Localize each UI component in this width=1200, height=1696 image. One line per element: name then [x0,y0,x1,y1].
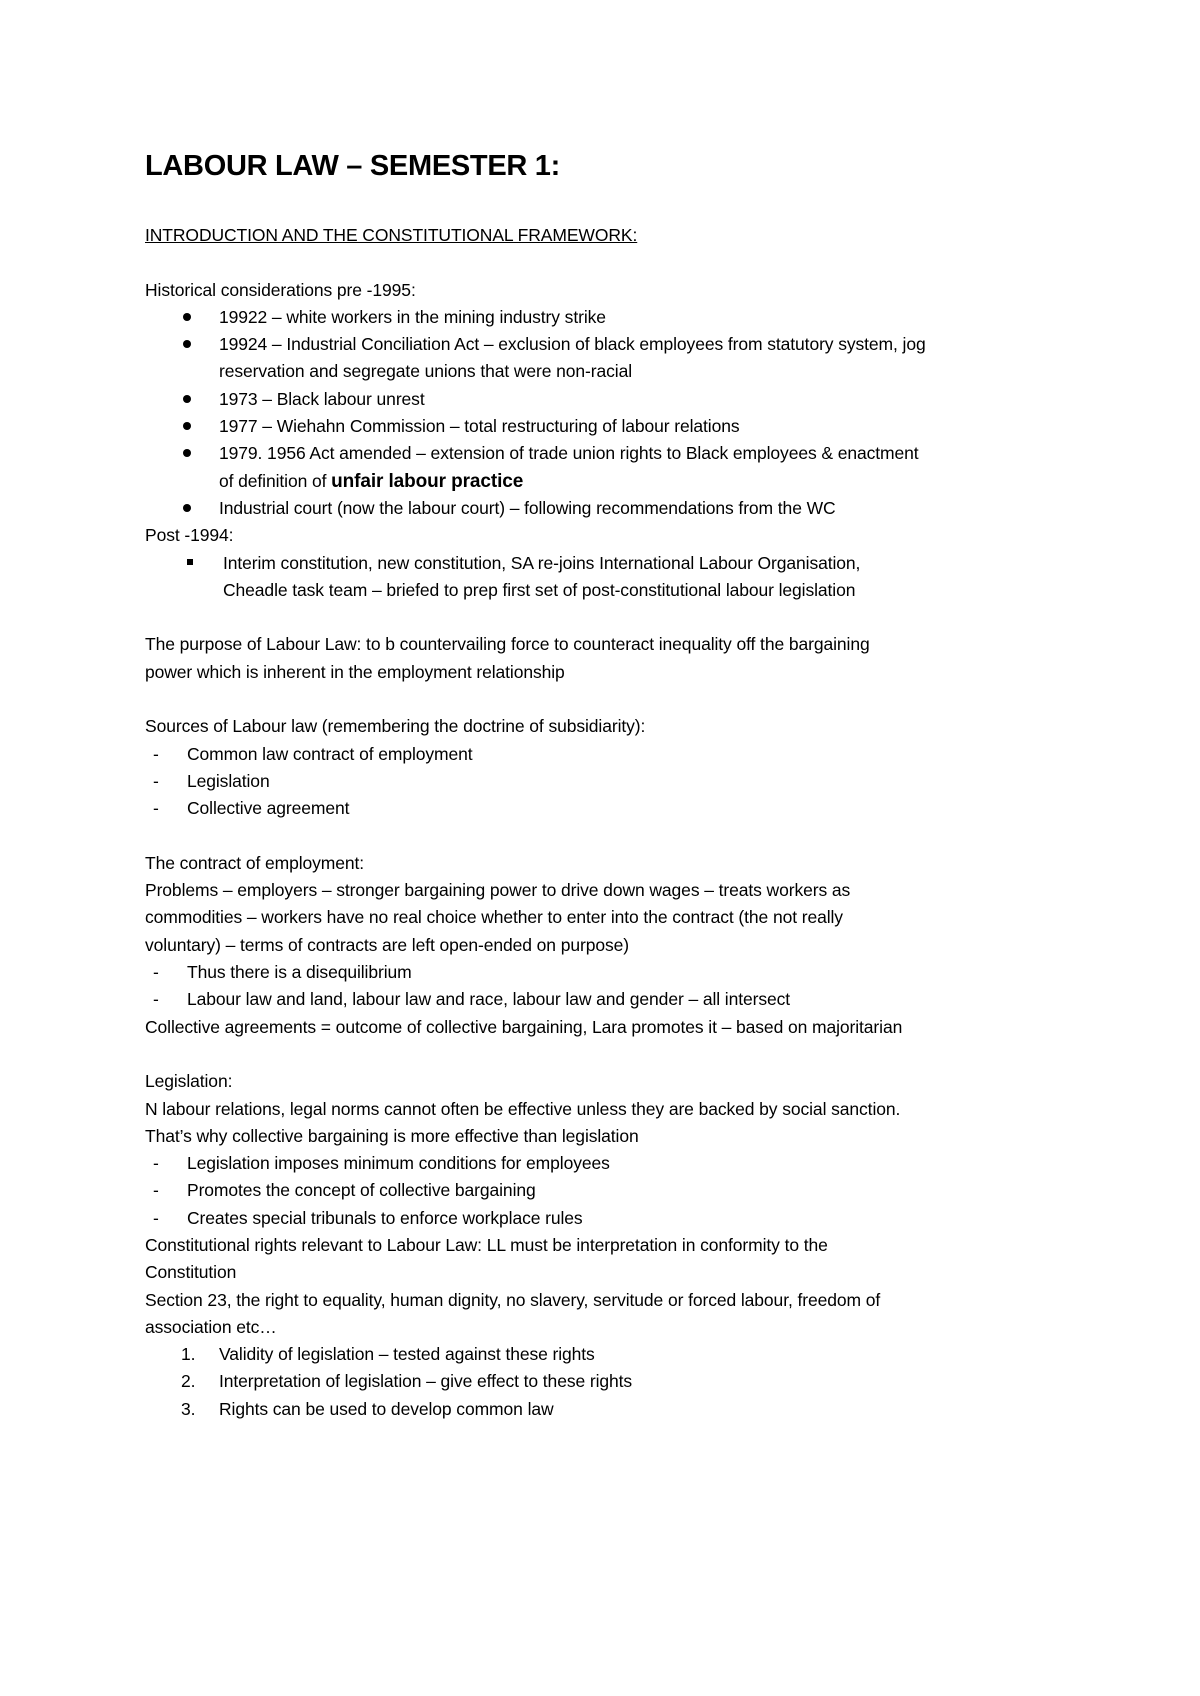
purpose-line: power which is inherent in the employment relationship [145,661,565,682]
list-item-text: Industrial court (now the labour court) – following recommendations from the WC [219,497,836,518]
list-item [145,768,1065,795]
list-item [145,1341,1065,1368]
sources-label: Sources of Labour law (remembering the doctrine of subsidiarity): [145,716,646,737]
bullet-icon [183,386,203,413]
list-number: 2. [181,1371,196,1392]
list-item-text: Rights can be used to develop common law [219,1398,554,1419]
list-item [145,386,1065,413]
list-item-text: 1977 – Wiehahn Commission – total restructuring of labour relations [219,416,740,437]
spacer [145,823,1065,850]
dash-bullet: - [153,743,159,764]
constitutional-line: Constitutional rights relevant to Labour Law: LL must be interpretation in conformity to the [145,1234,828,1255]
list-item-text [219,468,1065,495]
collective-agreements-line: Collective agreements = outcome of collective bargaining, Lara promotes it – based on majoritarian [145,1016,903,1037]
bullet-icon [183,304,203,331]
list-item [145,495,1065,522]
dash-bullet: - [153,1153,159,1174]
list-item [145,1396,1065,1423]
bullet-icon [183,495,203,522]
list-item [145,440,1065,495]
list-item [145,959,1065,986]
purpose-line: The purpose of Labour Law: to b countervailing force to counteract inequality off the bargaining [145,634,870,655]
constitutional-line: Section 23, the right to equality, human dignity, no slavery, servitude or forced labour, freedom of [145,1289,881,1310]
definition-prefix: of definition of [219,470,332,491]
historical-list [145,304,1065,522]
post-list [145,550,1065,605]
list-item-text: Cheadle task team – briefed to prep first set of post-constitutional labour legislation [223,579,856,600]
document-title: LABOUR LAW – SEMESTER 1: [145,150,560,182]
list-number: 3. [181,1398,196,1419]
list-item-text: Common law contract of employment [187,743,473,764]
list-item-text: 1979. 1956 Act amended – extension of trade union rights to Black employees & enactment [219,443,919,464]
bullet-icon [183,413,203,440]
sources-list [145,741,1065,823]
list-item [145,331,1065,386]
square-bullet-icon [187,550,193,577]
document-body [145,222,1065,1423]
list-item-text: 19924 – Industrial Conciliation Act – exclusion of black employees from statutory system, jog [219,334,926,355]
list-item [145,1150,1065,1177]
constitutional-line: association etc… [145,1316,277,1337]
list-item-text: Promotes the concept of collective bargaining [187,1180,536,1201]
list-item [145,741,1065,768]
list-item [145,1205,1065,1232]
contract-label: The contract of employment: [145,852,365,873]
spacer [145,249,1065,276]
list-item [145,1177,1065,1204]
contract-line: Problems – employers – stronger bargaining power to drive down wages – treats workers as [145,880,851,901]
spacer [145,686,1065,713]
constitutional-line: Constitution [145,1262,237,1283]
dash-bullet: - [153,1180,159,1201]
list-item-text: Legislation imposes minimum conditions for employees [187,1153,610,1174]
list-item [145,1368,1065,1395]
contract-line: voluntary) – terms of contracts are left open-ended on purpose) [145,934,629,955]
list-item-text: Collective agreement [187,798,350,819]
list-item-text: Interim constitution, new constitution, SA re-joins International Labour Organisation, [223,552,861,573]
list-item [145,986,1065,1013]
dash-bullet: - [153,770,159,791]
spacer [145,1041,1065,1068]
list-item-text: Interpretation of legislation – give effect to these rights [219,1371,633,1392]
list-item-text: Labour law and land, labour law and race, labour law and gender – all intersect [187,989,791,1010]
section-heading: INTRODUCTION AND THE CONSTITUTIONAL FRAMEWORK: [145,225,638,245]
list-item-text: Thus there is a disequilibrium [187,962,412,983]
dash-bullet: - [153,989,159,1010]
dash-bullet: - [153,1207,159,1228]
spacer [145,604,1065,631]
list-item-text: 19922 – white workers in the mining industry strike [219,306,606,327]
list-item-text: 1973 – Black labour unrest [219,388,425,409]
unfair-labour-practice-term: unfair labour practice [331,470,524,492]
list-number: 1. [181,1344,196,1365]
list-item [145,413,1065,440]
contract-line: commodities – workers have no real choice whether to enter into the contract (the not really [145,907,843,928]
legislation-list [145,1150,1065,1232]
post-label: Post -1994: [145,525,234,546]
legislation-line: That’s why collective bargaining is more effective than legislation [145,1125,639,1146]
list-item [145,304,1065,331]
list-item-text: Creates special tribunals to enforce workplace rules [187,1207,583,1228]
list-item [145,795,1065,822]
legislation-line: N labour relations, legal norms cannot often be effective unless they are backed by social sanction. [145,1098,901,1119]
legislation-label: Legislation: [145,1071,233,1092]
contract-list [145,959,1065,1014]
list-item-text: reservation and segregate unions that were non-racial [219,361,633,382]
list-item-text: Legislation [187,770,270,791]
dash-bullet: - [153,798,159,819]
bullet-icon [183,440,203,467]
bullet-icon [183,331,203,358]
dash-bullet: - [153,962,159,983]
list-item-text: Validity of legislation – tested against these rights [219,1344,595,1365]
rights-numbered-list [145,1341,1065,1423]
historical-label: Historical considerations pre -1995: [145,279,416,300]
list-item [145,550,1065,605]
